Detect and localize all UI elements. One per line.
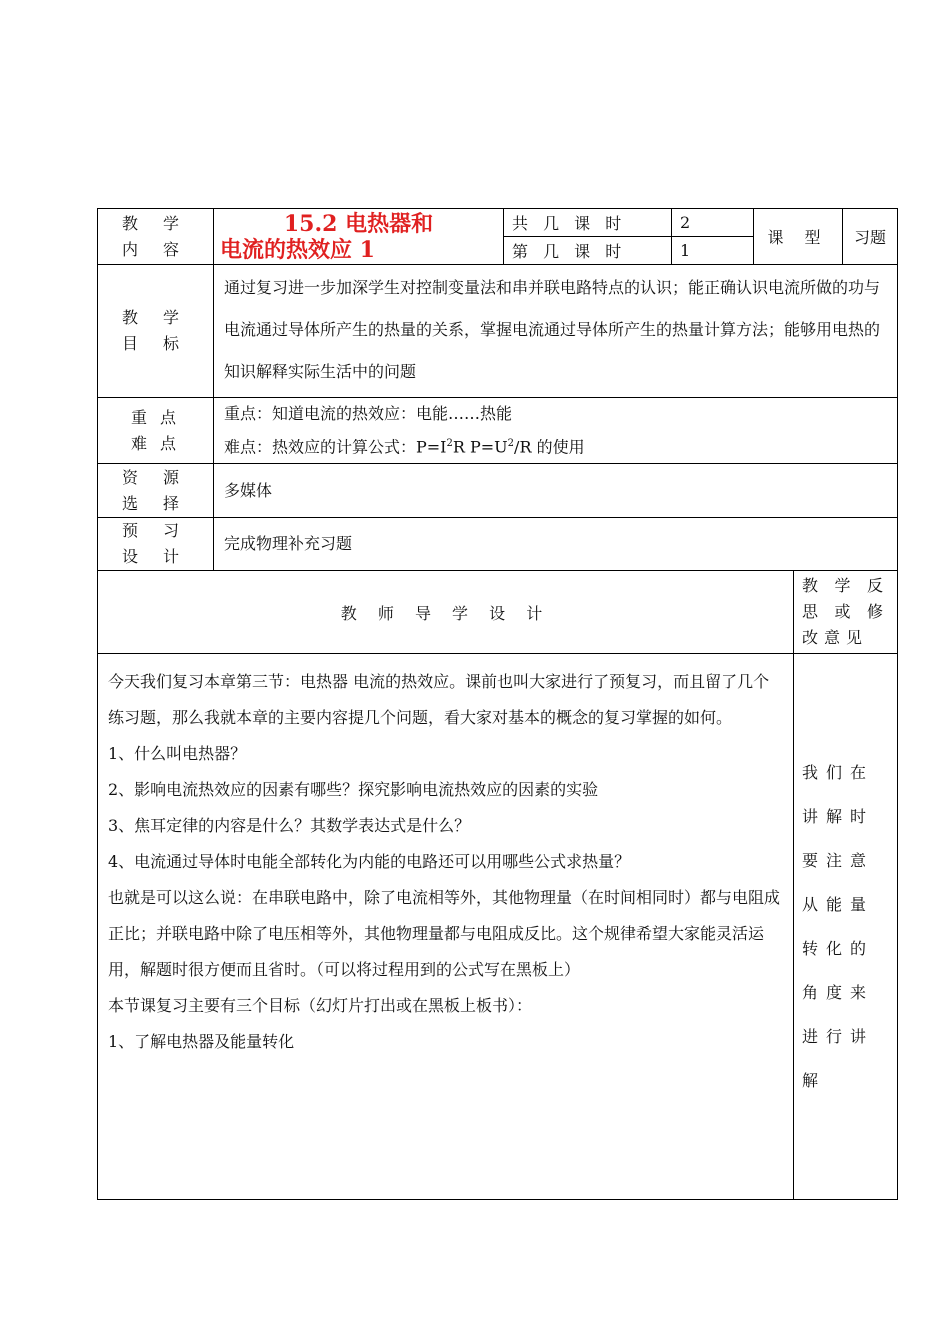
lesson-type-label: 课 型 bbox=[754, 209, 843, 265]
resources-text: 多媒体 bbox=[214, 464, 898, 518]
reflection-note: 我们在讲解时要注意从能量转化的角度来进行讲解 bbox=[794, 654, 898, 1200]
goals-label: 教 学 目 标 bbox=[98, 265, 214, 398]
design-body bbox=[98, 654, 794, 1200]
lesson-title-line2: 电流的热效应 1 bbox=[220, 236, 375, 263]
paragraph: 今天我们复习本章第三节：电热器 电流的热效应。课前也叫大家进行了预复习，而且留了几个练习题，那么我就本章的主要内容提几个问题，看大家对基本的概念的复习掌握的如何。 bbox=[108, 672, 770, 727]
goals-text: 通过复习进一步加深学生对控制变量法和串并联电路特点的认识；能正确认识电流所做的功与电流通过导体所产生的热量的关系，掌握电流通过导体所产生的热量计算方法；能够用电热的知识解释实际生活中的问题 bbox=[214, 265, 898, 398]
keypoints-label: 重 点 难 点 bbox=[98, 398, 214, 464]
total-hours-value: 2 bbox=[672, 209, 754, 237]
keypoints-text bbox=[214, 398, 898, 464]
content-label: 教 学 内 容 bbox=[98, 209, 214, 265]
total-hours-label: 共 几 课 时 bbox=[504, 209, 672, 237]
paragraph: 2、影响电流热效应的因素有哪些？探究影响电流热效应的因素的实验 bbox=[108, 780, 599, 799]
design-heading: 教 师 导 学 设 计 bbox=[98, 571, 794, 654]
resources-label: 资 源 选 择 bbox=[98, 464, 214, 518]
preview-text: 完成物理补充习题 bbox=[214, 518, 898, 571]
nth-hour-value: 1 bbox=[672, 237, 754, 265]
preview-label: 预 习 设 计 bbox=[98, 518, 214, 571]
paragraph: 1、了解电热器及能量转化 bbox=[108, 1032, 295, 1051]
paragraph: 本节课复习主要有三个目标（幻灯片打出或在黑板上板书）： bbox=[108, 996, 533, 1015]
lesson-type-value: 习题 bbox=[843, 209, 898, 265]
lesson-plan-table bbox=[97, 208, 898, 1200]
difficult-point: 难点：热效应的计算公式：$P=I^2R$ $P=U^2/R$ 的使用 bbox=[224, 437, 585, 457]
lesson-title-line1: 15.2 电热器和 bbox=[283, 210, 434, 237]
key-point: 重点：知道电流的热效应：电能……热能 bbox=[224, 403, 513, 423]
nth-hour-label: 第 几 课 时 bbox=[504, 237, 672, 265]
reflection-heading: 教学反思或修改意见 bbox=[794, 571, 898, 654]
paragraph: 4、电流通过导体时电能全部转化为内能的电路还可以用哪些公式求热量？ bbox=[108, 852, 631, 871]
paragraph: 3、焦耳定律的内容是什么？其数学表达式是什么？ bbox=[108, 816, 471, 835]
paragraph: 1、什么叫电热器？ bbox=[108, 744, 247, 763]
lesson-title bbox=[214, 209, 504, 265]
paragraph: 也就是可以这么说：在串联电路中，除了电流相等外，其他物理量（在时间相同时）都与电阻成正比；并联电路中除了电压相等外，其他物理量都与电阻成反比。这个规律希望大家能灵活运用，解题时很方便而且省时。（可以将过程用到的公式写在黑板上） bbox=[108, 888, 781, 979]
